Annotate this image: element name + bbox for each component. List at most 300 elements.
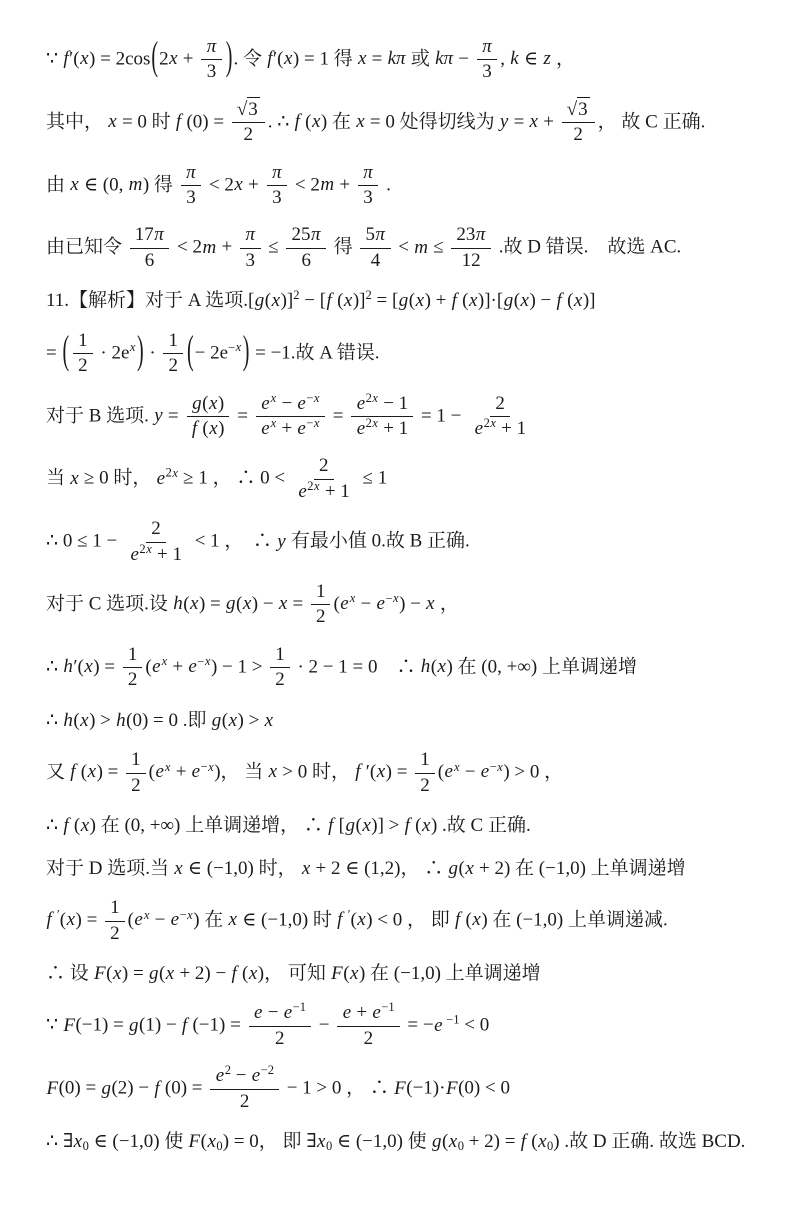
fraction-denominator: 2	[131, 774, 141, 796]
math-variable: x	[190, 593, 199, 615]
fraction-numerator: $e^{2x} - 1$	[351, 393, 413, 417]
math-variable: f	[328, 815, 334, 837]
math-variable: x	[207, 1131, 216, 1153]
fraction-denominator: 2	[275, 1027, 285, 1049]
math-variable: x	[350, 962, 359, 984]
math-variable: x	[235, 340, 242, 355]
superscript	[164, 760, 171, 774]
fraction-numerator	[267, 162, 288, 186]
math-variable: x	[301, 857, 311, 879]
math-variable: e	[356, 418, 366, 440]
math-variable: g	[254, 290, 265, 312]
fraction	[123, 644, 143, 692]
math-variable: f	[355, 761, 361, 783]
math-variable: x	[165, 962, 175, 984]
fraction-denominator: 3	[272, 187, 282, 209]
line-16: f ′(x) = $\frac{1}{2}$ $(e^x - e^{-x})$ 在 x ∈ (−1,0) 时 f ′(x) < 0 ， 即 f (x) 在 (−1,0) 上单调递减.	[46, 897, 668, 944]
math-variable: x	[73, 1131, 83, 1153]
fraction-numerator	[240, 224, 261, 248]
math-variable: x	[313, 390, 320, 405]
big-parenthesis: )	[136, 329, 144, 374]
line-06: = ( $\frac{1}{2}$ · $2e^x$) · $\frac{1}{2}$ (− $2e^{-x}) = -1$.故 A 错误.	[46, 330, 762, 378]
fraction	[451, 224, 491, 272]
fraction-numerator	[201, 36, 222, 60]
math-variable: h	[173, 593, 183, 615]
fraction-denominator: 2	[243, 124, 254, 146]
fraction	[232, 99, 265, 147]
superscript: −x	[306, 390, 320, 405]
fraction-denominator: 6	[301, 249, 311, 271]
math-variable: x	[228, 709, 238, 731]
fraction-numerator: $e - e^{-1}$	[249, 1002, 311, 1026]
math-variable: e	[261, 418, 270, 440]
line-15: 对于 D 选项.当 x ∈ (−1,0) 时， x + 2 ∈ (1,2)， ∴ g(x + 2) 在 (−1,0) 上单调递增	[46, 857, 686, 879]
math-variable: x	[573, 290, 583, 312]
math-variable: x	[448, 1131, 458, 1153]
math-variable: F	[94, 962, 106, 984]
math-variable: e	[251, 1065, 261, 1087]
math-variable: e	[155, 761, 164, 783]
subscript: 0	[82, 1139, 89, 1154]
math-variable: kπ	[387, 48, 406, 70]
math-variable: g	[503, 290, 514, 312]
math-variable: g	[148, 962, 159, 984]
math-variable: f	[520, 1131, 527, 1153]
superscript: 2x	[365, 390, 378, 405]
fraction-numerator: 1	[73, 330, 93, 354]
math-variable: e	[191, 761, 201, 783]
math-variable: x	[283, 48, 293, 70]
fraction-numerator: 23π	[451, 224, 491, 248]
math-variable: m	[202, 236, 217, 258]
fraction-denominator: f (x)	[191, 418, 225, 440]
fraction	[351, 390, 413, 441]
line-08: 当 x ≥ 0 时， $e^{2x} \ge 1$ ， ∴ 0 < $\frac{2}{e^{2x} + 1}$ ≤ 1	[46, 455, 388, 502]
math-variable: x	[349, 591, 356, 606]
square-root	[567, 97, 590, 120]
math-variable: f	[556, 290, 562, 312]
math-variable: g	[101, 1077, 111, 1099]
superscript: −x	[200, 759, 214, 774]
math-variable: f	[326, 290, 332, 312]
fraction	[240, 224, 261, 272]
superscript: ′	[57, 907, 60, 922]
math-variable: x	[465, 857, 474, 879]
fraction	[126, 749, 146, 797]
math-variable: f	[404, 815, 410, 837]
math-variable: y	[499, 111, 509, 133]
math-variable: x	[87, 761, 97, 783]
radicand: 3	[578, 98, 588, 120]
math-variable: e	[156, 467, 166, 489]
fraction-denominator: 2	[315, 606, 326, 628]
math-variable: f	[455, 909, 461, 931]
math-variable: f	[154, 1077, 160, 1099]
line-17: ∴ 设 F(x) = g(x + 2) − f (x)， 可知 F(x) 在 (−1,0) 上单调递增	[46, 962, 541, 984]
math-variable: e	[340, 593, 349, 615]
math-variable: e	[130, 543, 139, 565]
superscript: −1	[381, 1000, 395, 1015]
superscript: 2	[293, 288, 300, 303]
fraction	[469, 393, 531, 441]
fraction-numerator: 17π	[130, 224, 170, 248]
superscript: 2x	[165, 465, 178, 480]
subscript: 0	[457, 1139, 464, 1154]
superscript	[349, 591, 356, 605]
math-variable: x	[313, 416, 320, 431]
math-variable: e	[188, 656, 197, 678]
superscript: 2x	[139, 541, 152, 556]
math-variable: x	[415, 290, 425, 312]
math-variable: x	[314, 478, 320, 493]
math-variable: x	[468, 290, 478, 312]
math-variable: x	[143, 907, 150, 922]
math-variable: e	[376, 593, 385, 615]
superscript	[161, 654, 168, 668]
superscript: 2	[365, 288, 372, 303]
fraction-denominator: 2	[239, 1090, 250, 1112]
math-variable: f	[267, 48, 273, 70]
math-variable: e	[134, 909, 143, 931]
fraction	[181, 162, 202, 210]
math-variable: x	[538, 1131, 547, 1153]
math-variable: x	[248, 962, 258, 984]
fraction	[210, 1065, 279, 1113]
math-variable: f	[175, 111, 182, 133]
subscript: 0	[547, 1139, 554, 1154]
fraction	[249, 1002, 311, 1050]
fraction-denominator: 2	[127, 669, 138, 691]
fraction	[105, 897, 125, 945]
math-variable: x	[357, 48, 367, 70]
math-variable: x	[129, 340, 136, 355]
math-variable: f	[181, 1014, 188, 1036]
line-09: ∴ 0 ≤ 1 − $\frac{2}{e^{2x} + 1}$ < 1 ， ∴ y 有最小值 0.故 B 正确.	[46, 518, 470, 565]
radical-sign: √	[236, 98, 248, 120]
superscript: ′	[347, 907, 351, 922]
fraction-numerator: 1	[270, 644, 290, 668]
math-variable: e	[480, 761, 490, 783]
fraction	[337, 1002, 399, 1050]
square-root	[237, 97, 260, 120]
fraction	[311, 581, 331, 629]
fraction-denominator: 2	[573, 124, 583, 146]
math-variable: f	[46, 909, 52, 931]
fraction-numerator	[358, 162, 379, 186]
math-variable: x	[376, 761, 386, 783]
fraction	[270, 644, 290, 692]
line-05: 11.【解析】对于 A 选项$.[g(x)]^2 - [f$ (x)]$^2$ = [g(x) + f (x)]·[g(x) − f (x)]	[46, 288, 596, 312]
line-12: ∴ h(x) > h(0) = 0 .即 g(x) > x	[46, 709, 274, 731]
fraction-numerator: $e^x - e^{-x}$	[256, 393, 325, 417]
fraction	[477, 36, 498, 84]
superscript	[270, 416, 277, 430]
superscript: −x	[489, 759, 503, 774]
math-variable: x	[453, 759, 460, 774]
fraction-denominator: 3	[245, 249, 255, 271]
math-variable: x	[242, 593, 252, 615]
math-variable: e	[342, 1002, 352, 1024]
math-variable: e	[356, 392, 366, 414]
math-variable: e	[297, 392, 306, 414]
math-variable: m	[128, 173, 143, 195]
math-variable: x	[472, 909, 481, 931]
line-11: ∴ h′(x) = $\frac{1}{2}$ $(e^x + e^{-x}) - 1$ > $\frac{1}{2}$ · 2 − 1 = 0 ∴ h(x) 在 (0, +∞) 上单调递增	[46, 643, 637, 691]
math-variable: x	[520, 290, 529, 312]
math-variable: e	[254, 1002, 263, 1024]
superscript: −x	[197, 654, 211, 669]
fraction-denominator: 6	[144, 249, 155, 271]
fraction-denominator: 3	[363, 187, 373, 209]
superscript: −2	[260, 1063, 274, 1078]
fraction-numerator: 1	[163, 330, 183, 354]
math-variable: x	[426, 593, 435, 615]
superscript: 2	[224, 1063, 231, 1078]
math-variable: g	[431, 1131, 442, 1153]
math-variable: x	[108, 111, 117, 133]
superscript: −1	[443, 1012, 460, 1027]
radicand: 3	[248, 98, 258, 120]
math-variable: x	[234, 173, 243, 195]
math-variable: g	[211, 709, 222, 731]
math-variable: e	[215, 1065, 225, 1087]
line-13: 又 f (x) = $\frac{1}{2}$ $(e^x + e^{-x})$， 当 x > 0 时， f ′(x) = $\frac{1}{2}$ $(e^x - e^{-x}) > 0$ ，	[46, 749, 564, 796]
math-variable: F	[331, 962, 343, 984]
line-20: ∴ $\exists x_0$ ∈ (−1,0) 使 $F(x_0) = 0$， 即 $\exists x_0$ ∈ (−1,0) 使 $g(x_0 + 2) = f$ $(x_0)$ .故 D 正确. 故选 BCD.	[46, 1131, 746, 1154]
math-variable: m	[320, 173, 335, 195]
math-variable: e	[444, 761, 453, 783]
math-variable: π	[363, 161, 373, 183]
math-variable: π	[272, 161, 282, 183]
math-variable: y	[154, 404, 163, 426]
math-variable: π	[245, 224, 255, 246]
math-variable: x	[228, 909, 237, 931]
math-variable: x	[112, 962, 122, 984]
math-variable: x	[208, 392, 218, 414]
fraction-denominator: 2	[78, 355, 88, 377]
line-02: 其中， x = 0 时 f (0) = $\frac{√3}{2}$ . ∴ f (x) 在 x = 0 处得切线为 y = x + $\frac{√3}{2}$ ， 故 C 正确.	[46, 98, 706, 146]
math-variable: x	[372, 416, 378, 431]
fraction	[358, 162, 379, 210]
math-variable: x	[172, 465, 178, 480]
fraction-numerator: 2	[314, 455, 334, 479]
fraction-denominator: 2	[363, 1027, 374, 1049]
math-variable: e	[298, 480, 307, 502]
math-variable: z	[543, 48, 551, 70]
math-variable: π	[375, 224, 386, 246]
fraction-numerator: 1	[126, 749, 146, 773]
math-variable: f	[231, 962, 237, 984]
math-variable: g	[192, 392, 202, 414]
fraction-denominator: $e^{2x} + 1$	[356, 416, 409, 440]
fraction-numerator: 2	[490, 393, 510, 417]
math-variable: F	[188, 1131, 201, 1153]
math-variable: g	[448, 857, 458, 879]
math-variable: x	[311, 111, 321, 133]
fraction-numerator: 25π	[286, 224, 326, 248]
math-variable: x	[497, 759, 503, 774]
math-variable: kπ	[435, 48, 454, 70]
line-03: 由 x ∈ (0, m) 得 $\frac{\pi}{3}$ < 2x + $\frac{\pi}{3}$ < 2m + $\frac{\pi}{3}$ .	[46, 161, 391, 209]
math-variable: x	[70, 173, 79, 195]
math-variable: g	[398, 290, 409, 312]
math-variable: x	[270, 416, 277, 431]
math-variable: x	[317, 1131, 326, 1153]
line-14: ∴ f (x) 在 (0, +∞) 上单调递增， ∴ f [g(x)] > f (x) .故 C 正确.	[46, 815, 531, 837]
fraction	[293, 455, 355, 503]
fraction	[186, 393, 229, 441]
math-variable: F	[445, 1077, 458, 1099]
math-variable: e	[170, 909, 180, 931]
math-variable: x	[209, 418, 218, 440]
line-19: F(0) = g(2) − f (0) = $\frac{e^2 - e^{-2}}{2}$ − 1 > 0 ， ∴ F(−1)·F(0) < 0	[46, 1063, 510, 1112]
big-parenthesis: (	[151, 35, 159, 80]
math-variable: e	[474, 418, 484, 440]
math-variable: k	[510, 48, 519, 70]
big-parenthesis: (	[186, 329, 194, 374]
fraction-denominator: 2	[420, 774, 430, 796]
math-variable: x	[529, 111, 538, 133]
math-variable: π	[154, 224, 164, 246]
math-variable: F	[394, 1077, 406, 1099]
math-variable: x	[80, 709, 89, 731]
math-variable: h	[116, 709, 126, 731]
fraction-numerator	[477, 36, 498, 60]
math-variable: x	[161, 654, 168, 669]
math-variable: x	[80, 815, 90, 837]
math-variable: m	[414, 236, 428, 258]
fraction	[201, 36, 222, 84]
math-variable: e	[152, 656, 161, 678]
big-parenthesis: )	[225, 35, 233, 80]
big-parenthesis: (	[62, 329, 70, 374]
fraction-denominator: $e^{2x} + 1$	[130, 541, 182, 565]
math-variable: x	[80, 48, 89, 70]
math-variable: e	[283, 1002, 293, 1024]
math-variable: x	[84, 656, 93, 678]
fraction	[415, 749, 435, 797]
math-variable: x	[278, 593, 288, 615]
fraction	[256, 390, 325, 441]
math-variable: π	[206, 36, 217, 57]
fraction	[125, 518, 187, 566]
math-variable: x	[70, 467, 79, 489]
fraction-numerator: g(x)	[187, 393, 230, 417]
solution-content	[46, 36, 762, 1156]
fraction-numerator	[181, 162, 202, 186]
superscript: 2x	[483, 416, 496, 431]
fraction-numerator: $e^2 - e^{-2}$	[210, 1065, 279, 1089]
math-variable: x	[169, 48, 178, 70]
fraction-denominator: 3	[186, 187, 196, 209]
math-variable: x	[437, 656, 446, 678]
superscript	[270, 391, 277, 405]
math-variable: x	[204, 654, 211, 669]
superscript: −x	[385, 591, 399, 606]
line-01: ∵ f′(x) = 2cos(2x + $\frac{\pi}{3}$ ). 令 f′(x) = 1 得 x = kπ 或 kπ − $\frac{\pi}{3}$ , k ∈ z ，	[46, 36, 762, 84]
math-variable: h	[63, 709, 73, 731]
math-variable: x	[270, 390, 277, 405]
math-variable: e	[434, 1014, 443, 1036]
fraction-denominator: 3	[482, 61, 492, 83]
fraction-denominator: $e^{2x} + 1$	[298, 478, 350, 502]
superscript: 2x	[365, 416, 378, 431]
fraction-denominator: 3	[206, 61, 217, 83]
math-variable: x	[146, 541, 152, 556]
math-variable: π	[475, 224, 486, 246]
fraction-numerator: $e + e^{-1}$	[337, 1002, 399, 1026]
math-variable: f	[63, 815, 69, 837]
superscript: −x	[306, 416, 320, 431]
math-variable: x	[362, 815, 371, 837]
big-parenthesis: )	[242, 329, 250, 374]
math-variable: e	[261, 392, 270, 414]
math-variable: g	[345, 815, 355, 837]
math-variable: F	[46, 1077, 59, 1099]
fraction-denominator: $e^{2x} + 1$	[474, 416, 527, 440]
math-variable: x	[343, 290, 353, 312]
fraction-denominator: 2	[110, 922, 120, 944]
fraction	[360, 224, 390, 272]
superscript	[129, 340, 136, 354]
math-variable: h	[420, 656, 431, 678]
fraction	[286, 224, 326, 272]
math-variable: x	[271, 290, 281, 312]
fraction-numerator: 1	[123, 644, 143, 668]
fraction-denominator: 12	[461, 249, 481, 271]
radical-sign: √	[566, 98, 578, 120]
fraction	[267, 162, 288, 210]
fraction-denominator: $e^x + e^{-x}$	[261, 416, 320, 440]
fraction-denominator: 2	[168, 355, 178, 377]
fraction-denominator: 2	[275, 669, 285, 691]
fraction-numerator: 1	[415, 749, 435, 773]
math-variable: f	[337, 909, 343, 931]
fraction-numerator	[562, 99, 595, 123]
math-variable: π	[186, 161, 196, 183]
math-variable: x	[372, 390, 378, 405]
math-variable: x	[174, 857, 183, 879]
math-variable: f	[70, 761, 76, 783]
superscript: −1	[292, 1000, 306, 1015]
math-variable: f	[63, 48, 69, 70]
math-variable: e	[372, 1002, 381, 1024]
math-variable: π	[482, 36, 492, 57]
superscript: −x	[228, 340, 242, 355]
math-variable: x	[187, 907, 193, 922]
line-10: 对于 C 选项.设 h(x) = g(x) − x = $\frac{1}{2}$ $(e^x - e^{-x}) - x$ ，	[46, 581, 459, 628]
math-variable: e	[297, 418, 306, 440]
math-variable: F	[63, 1014, 75, 1036]
fraction-numerator: 5π	[360, 224, 390, 248]
superscript	[143, 908, 150, 922]
math-variable: g	[129, 1014, 139, 1036]
math-variable: x	[268, 761, 277, 783]
math-variable: x	[164, 759, 171, 774]
line-18: ∵ F(−1) = g(1) − f (−1) = $\frac{e - e^{-1}}{2}$ − $\frac{e + e^{-1}}{2}$ = −e $^{-1}$ < 0	[46, 1000, 490, 1049]
fraction-numerator: 1	[105, 897, 125, 921]
math-variable: f	[294, 111, 300, 133]
line-07: 对于 B 选项. y = $\frac{g(x)}{f (x)}$ = $\frac{e^x - e^{-x}}{e^x + e^{-x}}$ = $\frac{e^{2x} - 1}{e^{2x} + 1}$ = 1 − $\frac{2}{e^{2x} + 1}$	[46, 393, 762, 441]
math-variable: g	[226, 593, 236, 615]
subscript: 0	[325, 1139, 333, 1154]
math-variable: f	[191, 418, 198, 440]
math-variable: π	[310, 224, 321, 246]
math-variable: x	[66, 909, 76, 931]
fraction-numerator: 1	[311, 581, 331, 605]
subscript: 0	[216, 1139, 223, 1154]
line-04: 由已知令 $\frac{17\pi}{6}$ < 2m + $\frac{\pi}{3}$ ≤ $\frac{25\pi}{6}$ 得 $\frac{5\pi}{4}$ < m ≤ $\frac{23\pi}{12}$ .故 D 错误. 故选 AC.	[46, 224, 682, 271]
